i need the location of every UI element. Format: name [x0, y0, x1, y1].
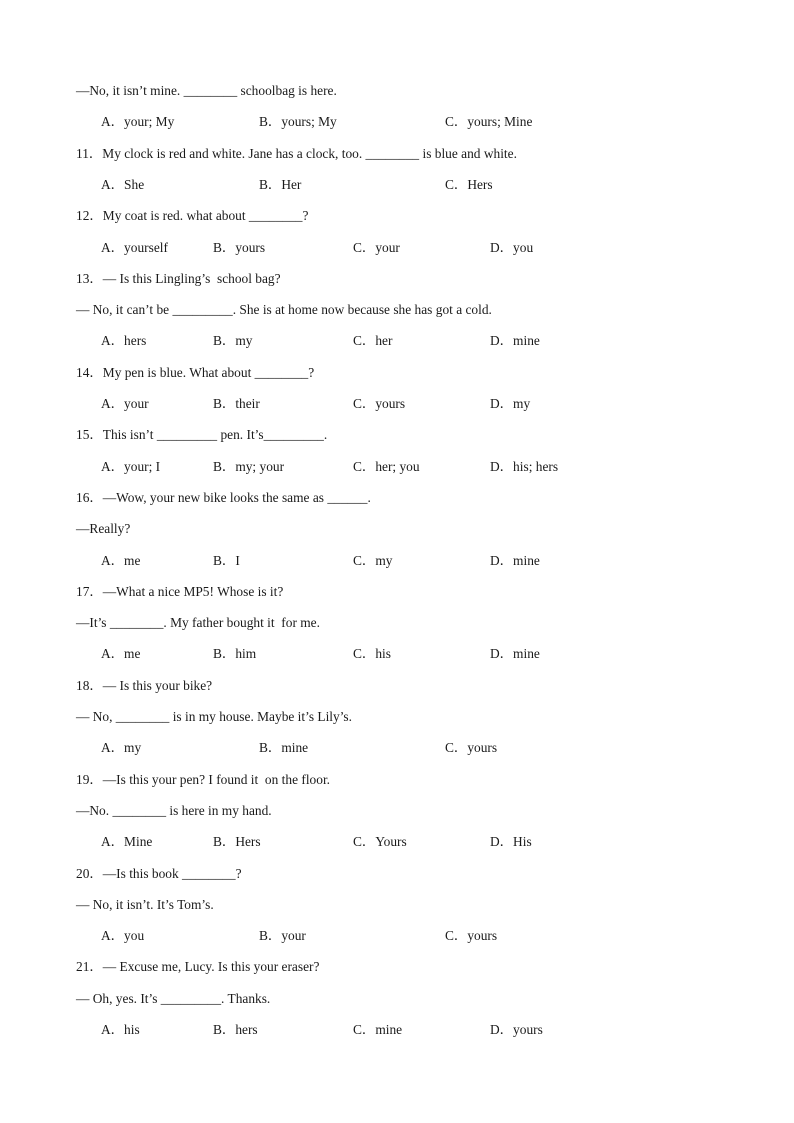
option-c[interactable]: C．his — [353, 646, 391, 661]
option-a[interactable]: A．your; I — [101, 459, 161, 474]
answer-options — [101, 113, 721, 131]
option-c[interactable]: C．your — [353, 240, 400, 255]
option-d[interactable]: D．his; hers — [490, 459, 559, 474]
option-c[interactable]: C．yours — [445, 740, 498, 755]
option-b[interactable]: B．I — [213, 553, 240, 568]
option-b[interactable]: B．hers — [213, 1022, 258, 1037]
option-d[interactable]: D．yours — [490, 1022, 543, 1037]
option-c[interactable]: C．her — [353, 333, 393, 348]
option-a[interactable]: A．She — [101, 177, 145, 192]
option-a[interactable]: A．hers — [101, 333, 147, 348]
question-text: — No, it can’t be _________. She is at home now because she has got a cold. — [76, 302, 492, 317]
question-text: 15．This isn’t _________ pen. It’s_________. — [76, 427, 328, 442]
question-text: —No. ________ is here in my hand. — [76, 803, 272, 818]
option-c[interactable]: C．Hers — [445, 177, 493, 192]
question-text: 20．—Is this book ________? — [76, 866, 242, 881]
option-c[interactable]: C．yours — [353, 396, 406, 411]
question-text: 13．— Is this Lingling’s school bag? — [76, 271, 281, 286]
option-d[interactable]: D．you — [490, 240, 534, 255]
option-b[interactable]: B．Hers — [213, 834, 261, 849]
answer-options — [101, 176, 721, 194]
answer-options — [101, 458, 721, 476]
option-b[interactable]: B．your — [259, 928, 306, 943]
option-c[interactable]: C．her; you — [353, 459, 420, 474]
answer-options — [101, 645, 721, 663]
option-a[interactable]: A．your; My — [101, 114, 175, 129]
question-text: — No, ________ is in my house. Maybe it’s Lily’s. — [76, 709, 352, 724]
option-a[interactable]: A．my — [101, 740, 142, 755]
question-text: —Really? — [76, 521, 131, 536]
answer-options — [101, 739, 721, 757]
option-d[interactable]: D．mine — [490, 553, 540, 568]
question-text: — Oh, yes. It’s _________. Thanks. — [76, 991, 271, 1006]
question-text: 19．—Is this your pen? I found it on the floor. — [76, 772, 331, 787]
option-a[interactable]: A．me — [101, 553, 141, 568]
option-d[interactable]: D．mine — [490, 333, 540, 348]
answer-options — [101, 927, 721, 945]
option-a[interactable]: A．his — [101, 1022, 140, 1037]
answer-options — [101, 833, 721, 851]
answer-options — [101, 395, 721, 413]
option-d[interactable]: D．my — [490, 396, 531, 411]
option-a[interactable]: A．Mine — [101, 834, 153, 849]
option-c[interactable]: C．mine — [353, 1022, 403, 1037]
question-text: 17．—What a nice MP5! Whose is it? — [76, 584, 284, 599]
answer-options — [101, 552, 721, 570]
option-b[interactable]: B．Her — [259, 177, 302, 192]
option-a[interactable]: A．your — [101, 396, 149, 411]
option-c[interactable]: C．yours; Mine — [445, 114, 533, 129]
answer-options — [101, 1021, 721, 1039]
question-text: — No, it isn’t. It’s Tom’s. — [76, 897, 214, 912]
question-text: 18．— Is this your bike? — [76, 678, 213, 693]
option-b[interactable]: B．my; your — [213, 459, 285, 474]
question-text: 11．My clock is red and white. Jane has a clock, too. ________ is blue and white. — [76, 146, 517, 161]
option-d[interactable]: D．His — [490, 834, 532, 849]
question-text: —It’s ________. My father bought it for me. — [76, 615, 320, 630]
option-b[interactable]: B．mine — [259, 740, 309, 755]
question-text: —No, it isn’t mine. ________ schoolbag is here. — [76, 83, 337, 98]
option-a[interactable]: A．yourself — [101, 240, 168, 255]
answer-options — [101, 239, 721, 257]
option-c[interactable]: C．yours — [445, 928, 498, 943]
option-b[interactable]: B．him — [213, 646, 257, 661]
option-b[interactable]: B．my — [213, 333, 253, 348]
option-c[interactable]: C．my — [353, 553, 393, 568]
option-b[interactable]: B．yours — [213, 240, 266, 255]
option-c[interactable]: C．Yours — [353, 834, 407, 849]
question-text: 12．My coat is red. what about ________? — [76, 208, 309, 223]
answer-options — [101, 332, 721, 350]
option-b[interactable]: B．their — [213, 396, 260, 411]
option-d[interactable]: D．mine — [490, 646, 540, 661]
option-a[interactable]: A．me — [101, 646, 141, 661]
option-a[interactable]: A．you — [101, 928, 145, 943]
option-b[interactable]: B．yours; My — [259, 114, 337, 129]
question-text: 16．—Wow, your new bike looks the same as ______. — [76, 490, 371, 505]
question-text: 14．My pen is blue. What about ________? — [76, 365, 315, 380]
question-text: 21．— Excuse me, Lucy. Is this your eraser? — [76, 959, 320, 974]
